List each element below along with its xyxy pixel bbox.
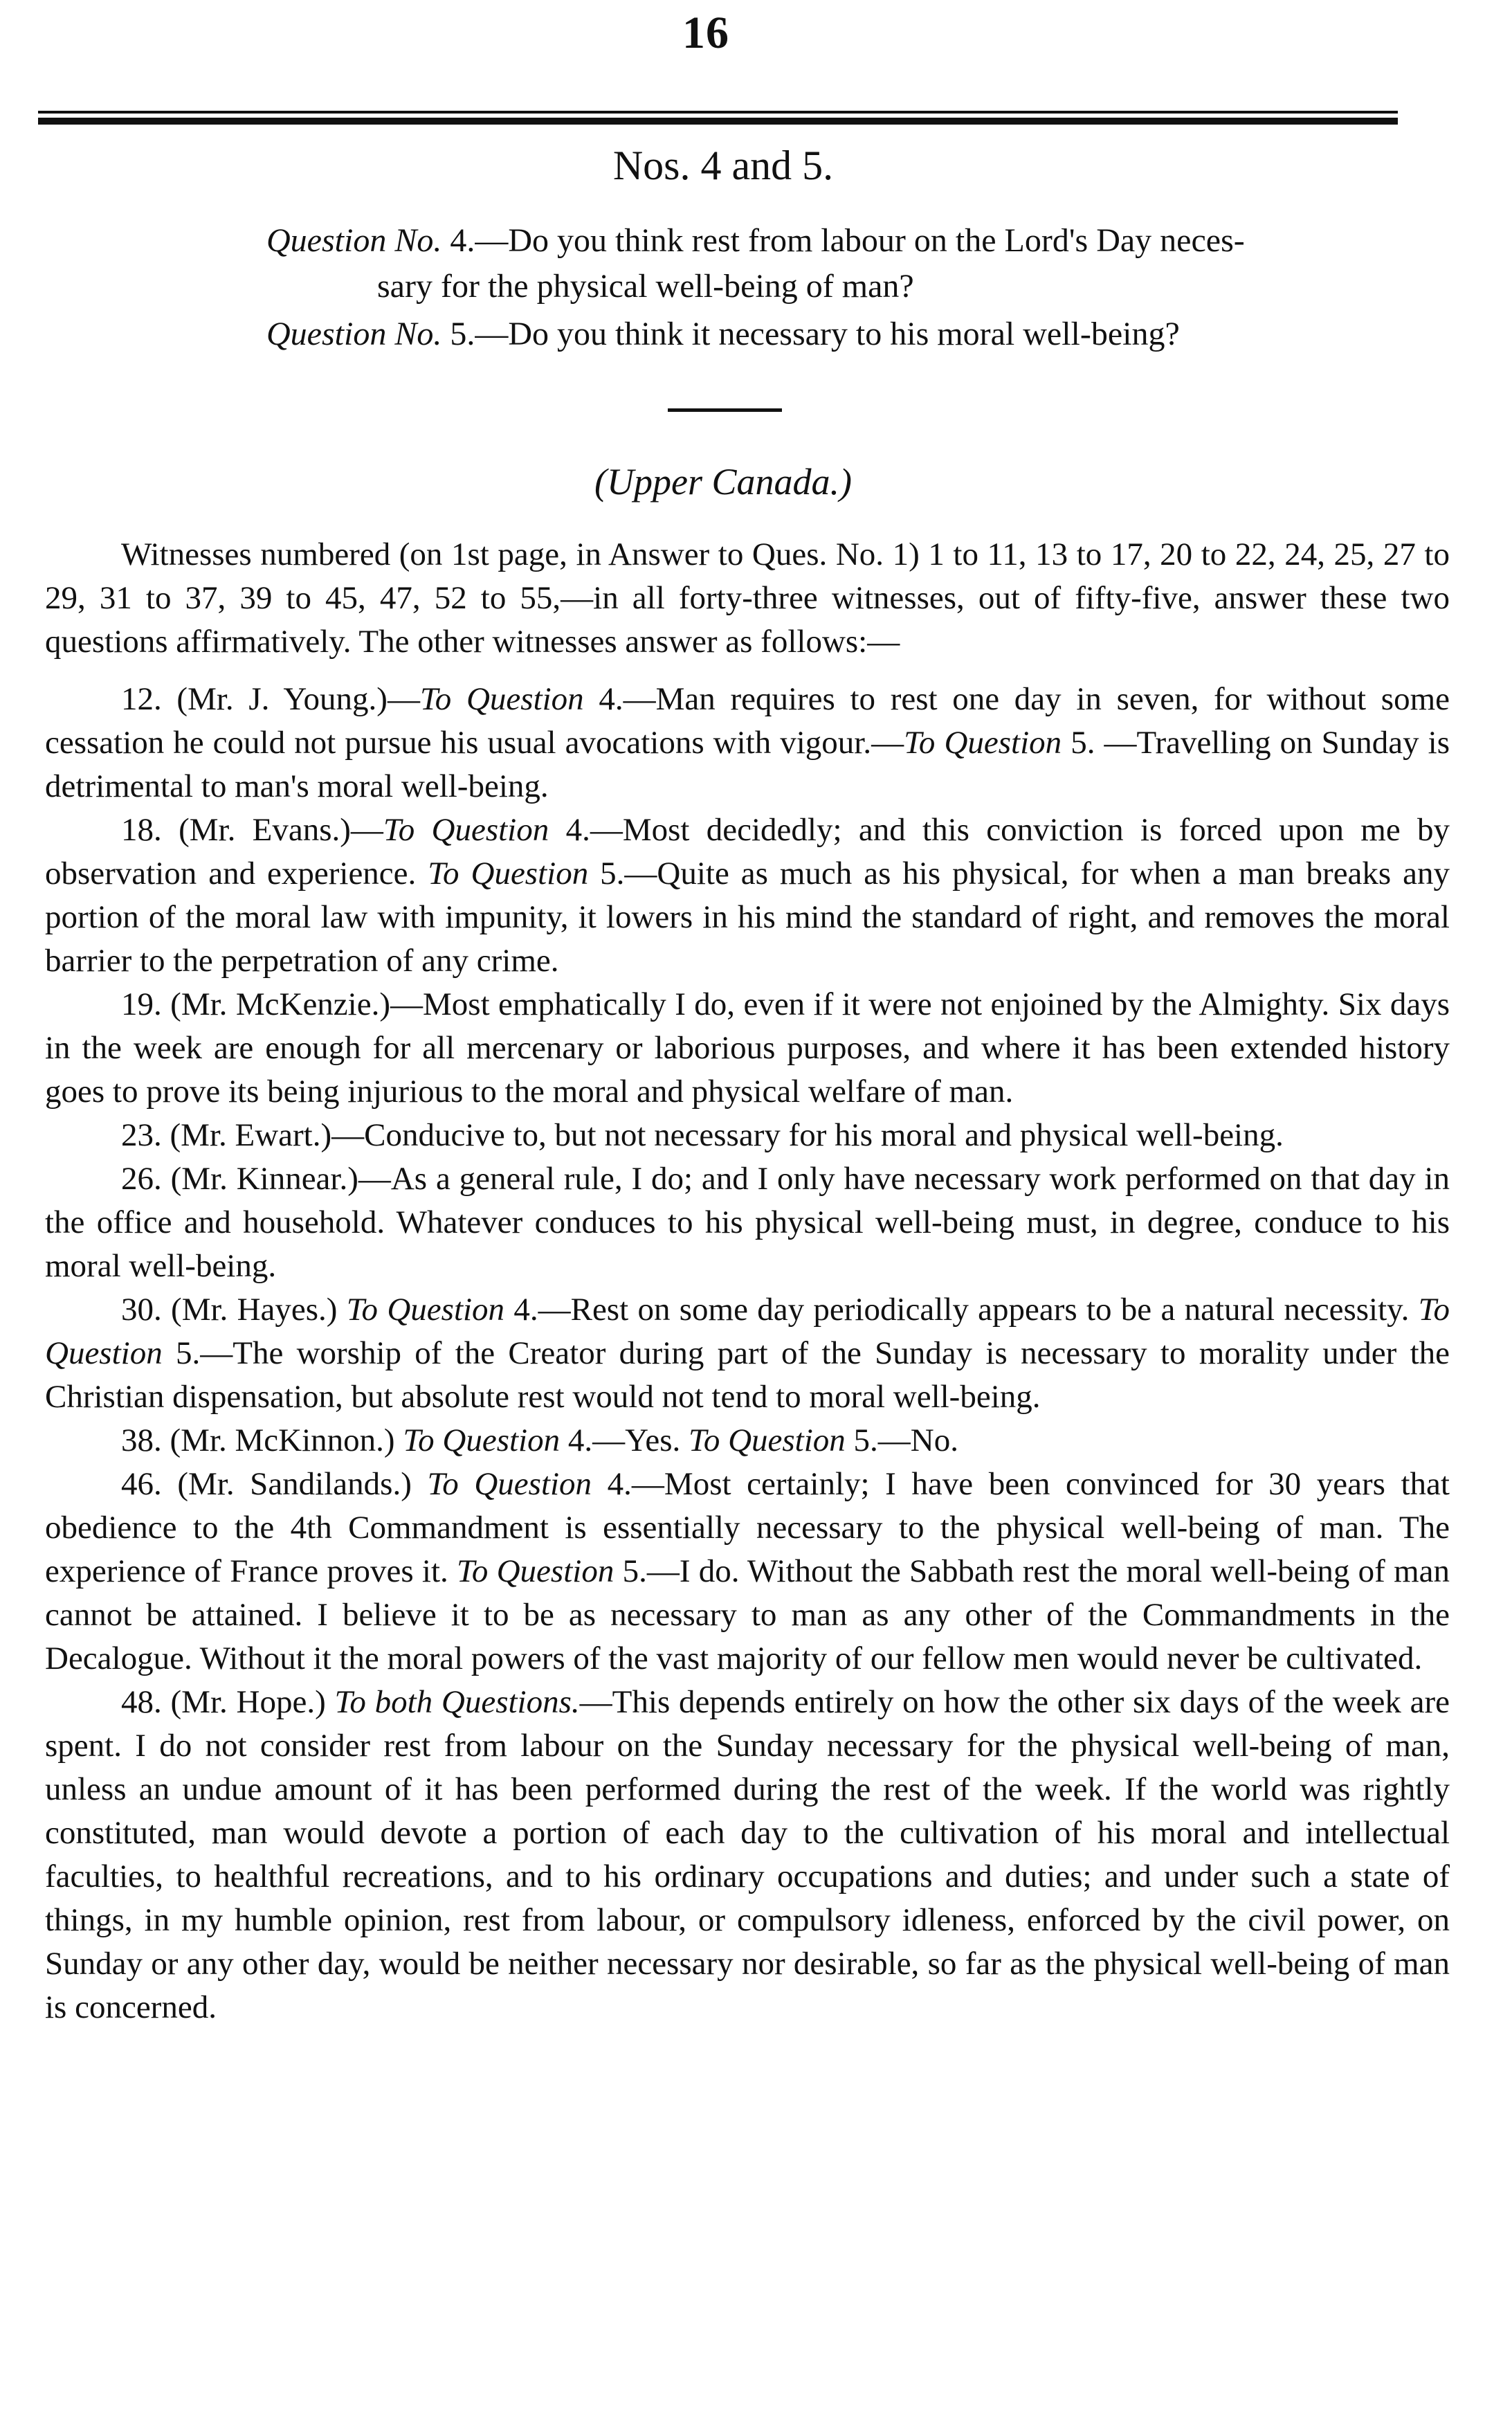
witness-prefix: 38. (Mr. McKinnon.) [121, 1422, 403, 1458]
answer-text: 4.—Most certainly; I have been convinced for 30 years that obedience to the 4th Commandment is essentially necessary to the physical well-being of man. The experience of France proves it. [45, 1466, 1450, 1589]
answer-text: 4.—Man requires to rest one day in seven, for without some cessation he could not pursue his usual avocations with vigour.— [45, 681, 1450, 761]
witness-prefix: 46. (Mr. Sandilands.) [121, 1466, 428, 1502]
question-label: Question No. [266, 222, 442, 259]
separator-rule [668, 408, 782, 412]
region-subheading: (Upper Canada.) [594, 461, 852, 503]
witness-prefix: 12. (Mr. J. Young.)— [121, 681, 420, 717]
answer-text: 4.—Yes. [560, 1422, 689, 1458]
answer-text: 4.—Rest on some day periodically appears to be a natural necessity. [504, 1292, 1419, 1328]
header-rule-thin [38, 111, 1398, 114]
question-label: Question No. [266, 316, 442, 352]
question-5 [266, 311, 1436, 357]
question-text: 4.—Do you think rest from labour on the Lord's Day neces- [441, 222, 1245, 259]
question-ref: To Question [383, 812, 549, 848]
answer-paragraph [45, 1419, 1450, 1463]
answer-text: 5. —Travelling on Sunday is detrimental to man's moral well-being. [45, 725, 1450, 804]
question-ref: To Question [403, 1422, 561, 1458]
question-ref: To Question [419, 681, 584, 717]
answer-text: 5.—The worship of the Creator during part of the Sunday is necessary to morality under the Christian dispensation, but absolute rest would not tend to moral well-being. [45, 1335, 1450, 1415]
question-text-continued: sary for the physical well-being of man? [377, 268, 914, 305]
answer-paragraph [45, 1681, 1450, 2029]
answer-paragraph: 23. (Mr. Ewart.)—Conducive to, but not necessary for his moral and physical well-being. [121, 1117, 1284, 1153]
question-text: 5.—Do you think it necessary to his moral well-being? [441, 316, 1180, 352]
header-rule-thick [38, 118, 1398, 125]
question-ref: To both Questions. [334, 1684, 580, 1720]
answer-text: 5.—Quite as much as his physical, for when a man breaks any portion of the moral law with impunity, it lowers in his mind the standard of right, and removes the moral barrier to the perpetration of any crime. [45, 856, 1450, 979]
document-body [45, 533, 1450, 2029]
answer-paragraph [45, 678, 1450, 808]
answer-text: 5.—I do. Without the Sabbath rest the moral well-being of man cannot be attained. I believe it to be as necessary to man as any other of the Commandments in the Decalogue. Without it the moral powers of the vast majority of our fellow men would never be cultivated. [45, 1553, 1450, 1676]
intro-paragraph: Witnesses numbered (on 1st page, in Answer to Ques. No. 1) 1 to 11, 13 to 17, 20 to 22, 24, 25, 27 to 29, 31 to 37, 39 to 45, 47, 52 to 55,—in all forty-three witnesses, out of fifty-five, answer these two questions affirmatively. The other witnesses answer as follows:— [45, 536, 1450, 660]
question-ref: To Question [689, 1422, 846, 1458]
answer-text: 4.—Most decidedly; and this conviction is forced upon me by observation and experience. [45, 812, 1450, 892]
answer-text: 5.—No. [845, 1422, 958, 1458]
question-ref: To Question [346, 1292, 505, 1328]
answer-paragraph [45, 1288, 1450, 1419]
witness-prefix: 18. (Mr. Evans.)— [121, 812, 383, 848]
question-ref: To Question [45, 1292, 1450, 1371]
answer-paragraph: 19. (Mr. McKenzie.)—Most emphatically I do, even if it were not enjoined by the Almighty. Six days in the week are enough for all mercenary or laborious purposes, and where it has been extended history goes to prove its being injurious to the moral and physical welfare of man. [45, 986, 1450, 1110]
answer-paragraph [45, 808, 1450, 983]
section-heading: Nos. 4 and 5. [612, 143, 834, 188]
witness-prefix: 48. (Mr. Hope.) [121, 1684, 335, 1720]
question-ref: To Question [904, 725, 1062, 761]
witness-prefix: 30. (Mr. Hayes.) [121, 1292, 347, 1328]
question-ref: To Question [428, 856, 589, 892]
answer-paragraph [45, 1463, 1450, 1681]
question-4 [266, 218, 1436, 309]
question-ref: To Question [457, 1553, 614, 1589]
page-number: 16 [682, 8, 729, 58]
answer-paragraph: 26. (Mr. Kinnear.)—As a general rule, I do; and I only have necessary work performed on that day in the office and household. Whatever conduces to his physical well-being must, in degree, conduce to his moral well-being. [45, 1161, 1450, 1284]
question-ref: To Question [427, 1466, 592, 1502]
answer-text: —This depends entirely on how the other six days of the week are spent. I do not consider rest from labour on the Sunday necessary for the physical well-being of man, unless an undue amount of it has been performed during the rest of the week. If the world was rightly constituted, man would devote a portion of each day to the cultivation of his moral and intellectual faculties, to healthful recreations, and to his ordinary occupations and duties; and under such a state of things, in my humble opinion, rest from labour, or compulsory idleness, enforced by the civil power, on Sunday or any other day, would be neither necessary nor desirable, so far as the physical well-being of man is concerned. [45, 1684, 1450, 2025]
